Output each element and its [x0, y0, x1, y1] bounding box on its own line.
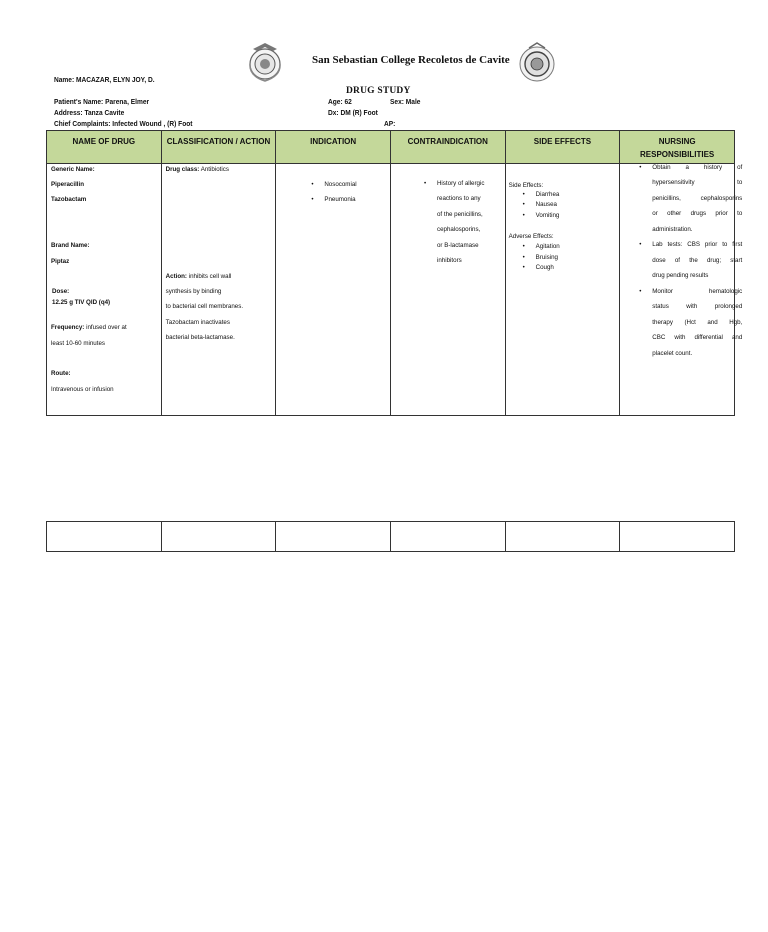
drug-class — [166, 166, 229, 173]
student-name: Name: MACAZAR, ELYN JOY, D. — [54, 75, 155, 84]
adverse-effect-item: • Agitation — [536, 243, 560, 250]
action-line-3: to bacterial cell membranes. — [165, 303, 244, 310]
nursing-header-label: NURSING RESPONSIBILITIES — [640, 137, 715, 159]
column-header: INDICATION — [276, 131, 391, 164]
route-value: Intravenous or infusion — [51, 386, 114, 393]
empty-cell — [620, 522, 735, 552]
nursing-line: placelet count. — [652, 350, 693, 357]
adverse-effect-item: • Cough — [536, 264, 554, 271]
drug-study-table — [46, 130, 743, 416]
nursing-line: • Monitor hematologic — [652, 288, 742, 295]
patient-name: Patient's Name: Parena, Elmer — [54, 97, 150, 106]
side-effect-item: • Vomiting — [536, 212, 560, 219]
action-line-1: inhibits cell wall — [186, 273, 232, 280]
side-effects-label: Side Effects: — [508, 182, 544, 189]
action-line-5: bacterial beta-lactamase. — [165, 334, 235, 341]
column-header: NAME OF DRUG — [47, 131, 162, 164]
dose-value: 12.25 g TIV QID (q4) — [52, 299, 111, 306]
contraindication-line: cephalosporins, — [436, 226, 481, 233]
contraindication-line: • History of allergic — [437, 180, 484, 187]
generic-name-1: Piperacillin — [51, 181, 85, 188]
college-seal-right-icon — [515, 41, 559, 85]
frequency-value-2: least 10-60 minutes — [51, 340, 105, 347]
patient-sex: Sex: Male — [390, 97, 421, 106]
nursing-line: penicillins, cephalosporins — [652, 195, 743, 202]
college-name: San Sebastian College Recoletos de Cavite — [312, 54, 510, 66]
column-header — [620, 131, 735, 164]
route-label: Route: — [51, 370, 71, 377]
action-label: Action: — [165, 273, 187, 280]
nursing-line: • Obtain a history of — [652, 164, 742, 171]
empty-cell — [276, 522, 391, 552]
document-title: DRUG STUDY — [346, 86, 411, 96]
table-row — [47, 522, 735, 552]
indication-item: • Pneumonia — [324, 196, 355, 203]
classification-cell — [161, 164, 276, 416]
nursing-line: • Lab tests: CBS prior to first — [652, 241, 742, 248]
contraindication-cell — [390, 164, 505, 416]
indication-cell — [276, 164, 391, 416]
frequency-line-1 — [51, 324, 127, 331]
contraindication-line: inhibitors — [436, 257, 462, 264]
drug-class-value: Antibiotics — [199, 166, 229, 173]
side-effect-item: • Nausea — [536, 201, 557, 208]
dose-label: Dose: — [52, 288, 70, 295]
nursing-line: status with prolonged — [652, 303, 743, 310]
nursing-line: administration. — [652, 226, 693, 233]
brand-label: Brand Name: — [51, 242, 90, 249]
action-line-4: Tazobactam inactivates — [165, 319, 230, 326]
indication-item: • Nosocomial — [324, 181, 356, 188]
patient-address: Address: Tanza Cavite — [54, 108, 125, 117]
adverse-effect-item: • Bruising — [536, 254, 558, 261]
chief-complaints: Chief Complaints: Infected Wound , (R) Foot — [54, 119, 193, 128]
college-seal-left-icon — [243, 41, 287, 85]
generic-name-2: Tazobactam — [51, 196, 87, 203]
empty-cell — [390, 522, 505, 552]
empty-cell — [505, 522, 620, 552]
nursing-line: hypersensitivity to — [652, 179, 743, 186]
empty-cell — [47, 522, 162, 552]
nursing-responsibilities-cell — [620, 164, 743, 416]
drug-name-cell — [47, 164, 162, 416]
nursing-line: or other drugs prior to — [652, 210, 743, 217]
contraindication-line: of the penicillins, — [436, 211, 483, 218]
nursing-line: drug pending results — [652, 272, 709, 279]
generic-label: Generic Name: — [51, 166, 95, 173]
contraindication-line: or B-lactamase — [436, 242, 479, 249]
frequency-label: Frequency: — [51, 324, 85, 331]
diagnosis: Dx: DM (R) Foot — [328, 108, 378, 117]
action-line-2: synthesis by binding — [165, 288, 222, 295]
frequency-value-1: infused over at — [84, 324, 127, 331]
action-line — [166, 273, 232, 280]
empty-cell — [161, 522, 276, 552]
empty-table-row — [46, 521, 735, 552]
patient-age: Age: 62 — [328, 97, 352, 106]
side-effect-item: • Diarrhea — [536, 191, 560, 198]
ap-field: AP: — [384, 119, 396, 128]
table-header-row — [47, 131, 735, 164]
column-header: CONTRAINDICATION — [390, 131, 505, 164]
nursing-line: CBC with differential and — [652, 334, 743, 341]
column-header: SIDE EFFECTS — [505, 131, 620, 164]
table-row — [47, 164, 735, 416]
column-header: CLASSIFICATION / ACTION — [161, 131, 276, 164]
drug-class-label: Drug class: — [165, 166, 200, 173]
contraindication-line: reactions to any — [436, 195, 481, 202]
adverse-effects-label: Adverse Effects: — [508, 233, 554, 240]
nursing-line: dose of the drug; start — [652, 257, 743, 264]
brand-name: Piptaz — [51, 258, 70, 265]
side-effects-cell — [505, 164, 620, 416]
nursing-line: therapy (Hct and Hgb, — [652, 319, 743, 326]
